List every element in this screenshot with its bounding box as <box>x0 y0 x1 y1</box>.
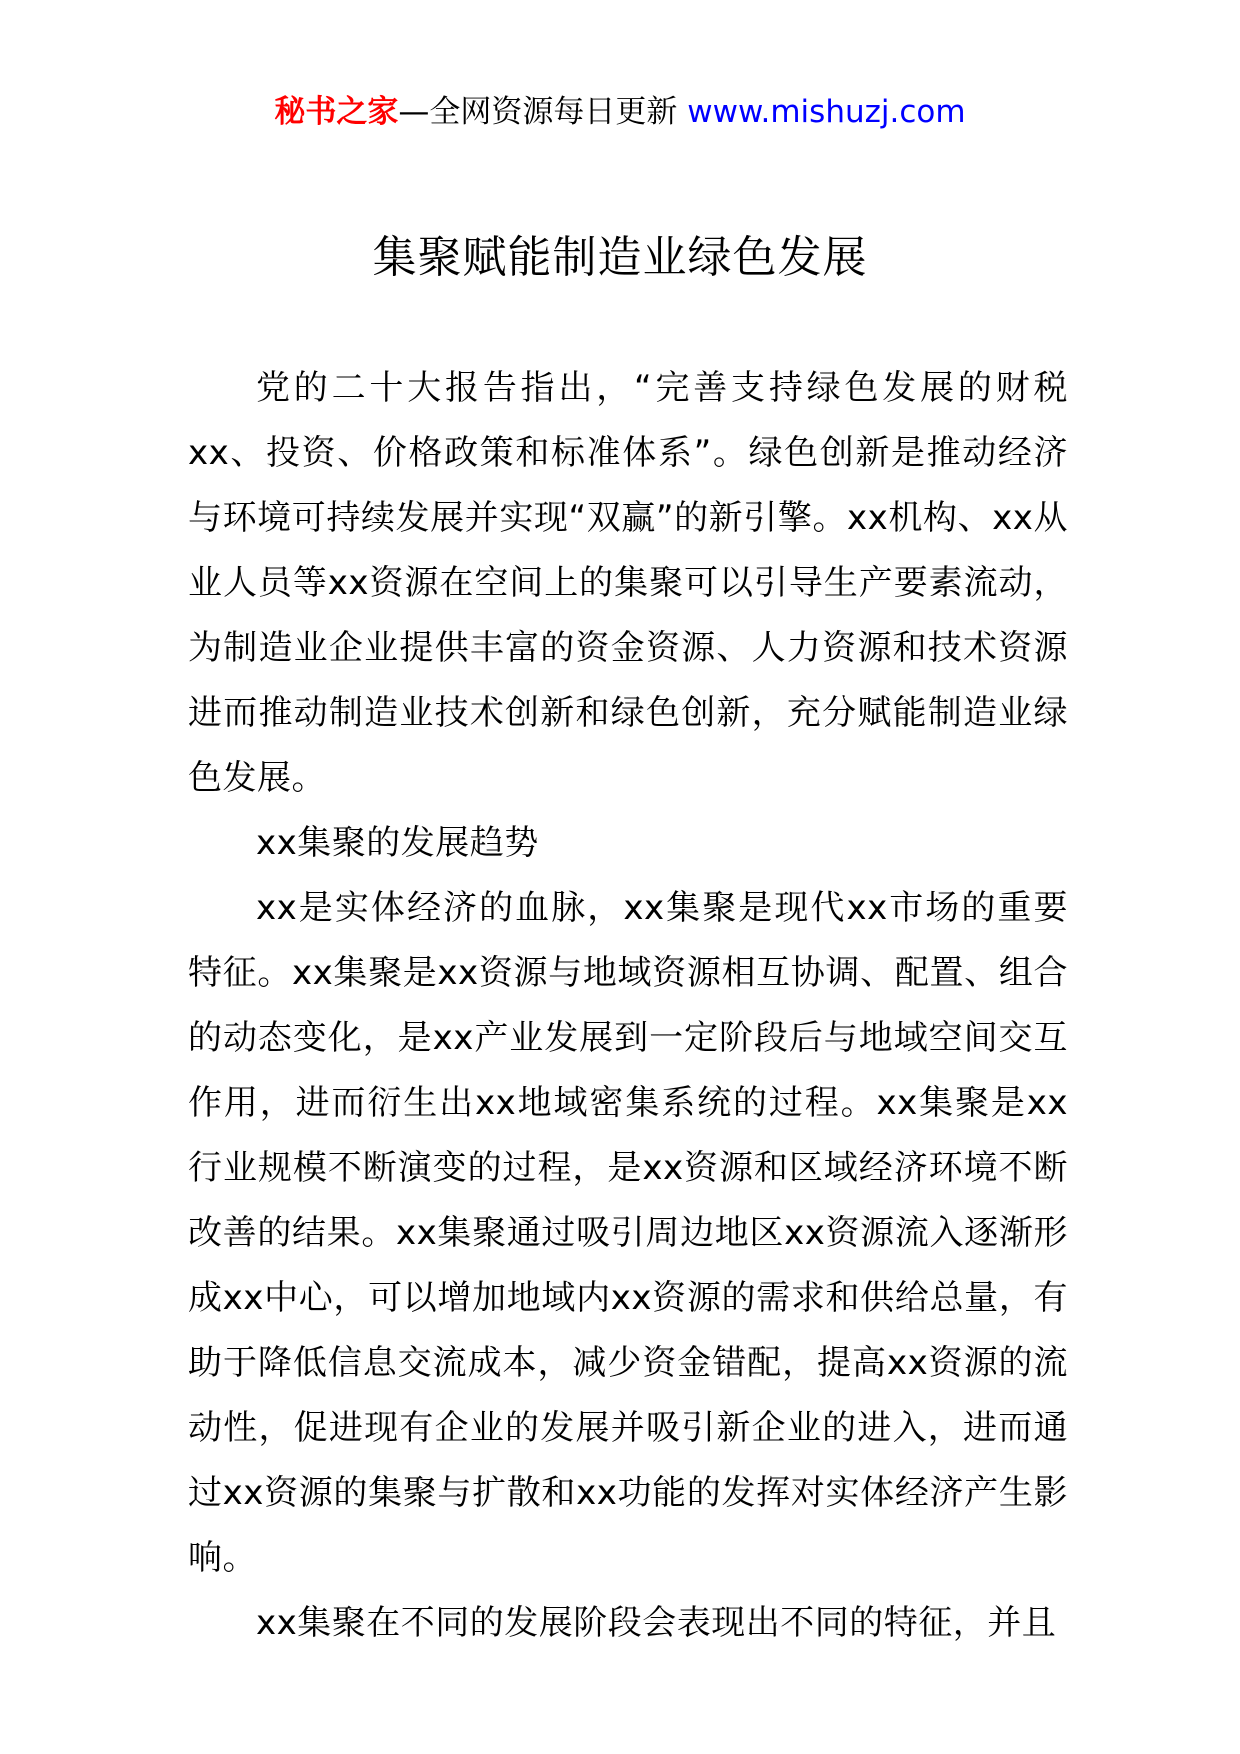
paragraph-intro: 党的二十大报告指出，“完善支持绿色发展的财税xx、投资、价格政策和标准体系”。绿色创新是推动经济与环境可持续发展并实现“双赢”的新引擎。xx机构、xx从业人员等xx资源在空间上的集聚可以引导生产要素流动，为制造业企业提供丰富的资金资源、人力资源和技术资源进而推动制造业技术创新和绿色创新，充分赋能制造业绿色发展。 <box>188 368 1068 798</box>
site-url-link[interactable]: www.mishuzj.com <box>687 94 966 130</box>
paragraph-stages: xx集聚在不同的发展阶段会表现出不同的特征，并且 <box>256 1603 1057 1643</box>
site-banner <box>0 92 1240 132</box>
brand-name: 秘书之家 <box>274 94 399 130</box>
document-body <box>188 356 1068 1656</box>
document-title: 集聚赋能制造业绿色发展 <box>372 232 868 283</box>
banner-tagline: —全网资源每日更新 <box>398 94 688 130</box>
section-heading: xx集聚的发展趋势 <box>256 823 539 863</box>
paragraph-trend: xx是实体经济的血脉，xx集聚是现代xx市场的重要特征。xx集聚是xx资源与地域资源相互协调、配置、组合的动态变化，是xx产业发展到一定阶段后与地域空间交互作用，进而衍生出xx地域密集系统的过程。xx集聚是xx行业规模不断演变的过程，是xx资源和区域经济环境不断改善的结果。xx集聚通过吸引周边地区xx资源流入逐渐形成xx中心，可以增加地域内xx资源的需求和供给总量，有助于降低信息交流成本，减少资金错配，提高xx资源的流动性，促进现有企业的发展并吸引新企业的进入，进而通过xx资源的集聚与扩散和xx功能的发挥对实体经济产生影响。 <box>188 888 1068 1578</box>
